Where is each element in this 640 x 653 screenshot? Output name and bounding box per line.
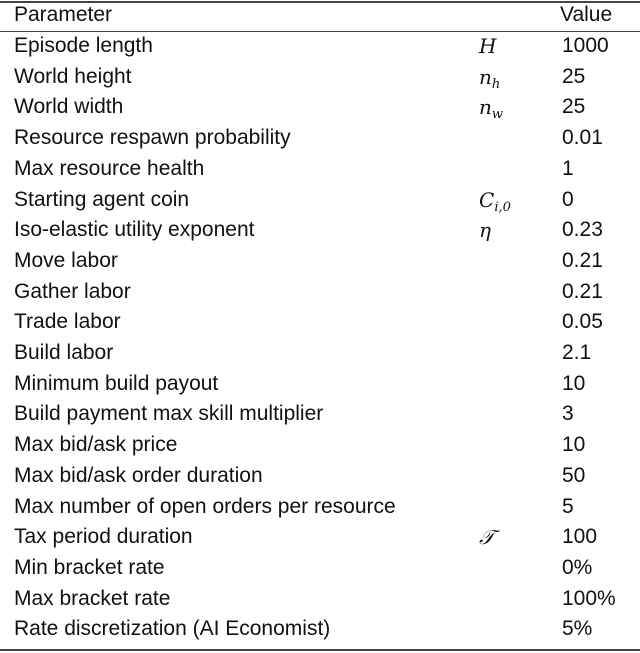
parameter-name: Max bracket rate: [14, 586, 171, 610]
parameter-value: 1000: [562, 34, 609, 57]
parameter-name: Max bid/ask order duration: [14, 463, 263, 487]
symbol-main: η: [479, 218, 491, 243]
table-row: [0, 154, 640, 184]
parameter-value: 0: [562, 187, 574, 211]
table-row: [0, 369, 640, 399]
parameter-value: 50: [562, 463, 586, 487]
symbol-subscript: w: [491, 107, 504, 123]
parameter-value: 0.05: [562, 310, 603, 334]
symbol-main: n: [479, 95, 492, 120]
table-row: [0, 492, 640, 522]
parameter-value: 5: [562, 494, 574, 518]
parameter-value: 10: [562, 433, 586, 457]
symbol-subscript: i,0: [494, 199, 511, 215]
parameter-value: 0.21: [562, 248, 603, 272]
table-row: [0, 123, 640, 153]
parameter-symbol: [479, 62, 500, 92]
symbol-main: C: [479, 187, 495, 212]
parameter-value: 100%: [562, 586, 616, 610]
parameter-name: Gather labor: [14, 279, 131, 303]
table-row: [0, 430, 640, 460]
table-row: [0, 62, 640, 92]
table-row: [0, 614, 640, 644]
parameter-name: World height: [14, 64, 132, 88]
parameter-name: Minimum build payout: [14, 371, 219, 395]
parameter-name: Move labor: [14, 248, 118, 272]
table-row: [0, 584, 640, 614]
header-value: Value: [560, 3, 613, 26]
parameter-name: Min bracket rate: [14, 555, 165, 579]
table-row: [0, 185, 640, 215]
bottom-rule: [0, 649, 640, 651]
parameter-name: World width: [14, 95, 124, 119]
parameter-name: Max bid/ask price: [14, 433, 178, 457]
table-row: [0, 246, 640, 276]
parameter-name: Episode length: [14, 34, 153, 57]
table-header-row: [0, 0, 640, 30]
parameter-symbol: [479, 92, 503, 122]
table-row: [0, 31, 640, 61]
symbol-main: n: [479, 64, 492, 89]
table-row: [0, 461, 640, 491]
table-row: [0, 277, 640, 307]
parameter-symbol: [479, 522, 494, 552]
parameter-value: 10: [562, 371, 586, 395]
parameter-value: 3: [562, 402, 574, 426]
parameter-name: Rate discretization (AI Economist): [14, 617, 331, 641]
table-row: [0, 399, 640, 429]
parameter-value: 0.01: [562, 126, 603, 150]
parameter-value: 25: [562, 95, 586, 119]
parameter-name: Build payment max skill multiplier: [14, 402, 324, 426]
header-parameter: Parameter: [14, 3, 113, 26]
parameter-symbol: [479, 31, 496, 61]
table-row: [0, 522, 640, 552]
parameter-name: Max number of open orders per resource: [14, 494, 396, 518]
parameter-name: Resource respawn probability: [14, 126, 291, 150]
table-row: [0, 307, 640, 337]
parameter-value: 1: [562, 156, 574, 180]
table-row: [0, 553, 640, 583]
symbol-main: 𝒯: [479, 525, 495, 550]
parameter-value: 0.23: [562, 218, 603, 242]
parameter-name: Tax period duration: [14, 525, 193, 549]
parameter-name: Iso-elastic utility exponent: [14, 218, 255, 242]
parameter-name: Max resource health: [14, 156, 205, 180]
parameter-value: 25: [562, 64, 586, 88]
symbol-main: H: [479, 34, 497, 58]
parameter-name: Trade labor: [14, 310, 121, 334]
parameter-symbol: [479, 215, 491, 245]
table-row: [0, 92, 640, 122]
parameter-symbol: [479, 185, 511, 215]
parameter-value: 2.1: [562, 341, 592, 364]
table-row: [0, 215, 640, 245]
parameter-name: Starting agent coin: [14, 187, 190, 211]
parameter-value: 100: [562, 525, 598, 549]
parameter-value: 0%: [562, 555, 593, 579]
parameter-value: 0.21: [562, 279, 603, 303]
symbol-subscript: h: [491, 76, 501, 92]
table-row: [0, 338, 640, 368]
parameter-value: 5%: [562, 617, 593, 641]
parameter-name: Build labor: [14, 341, 114, 364]
